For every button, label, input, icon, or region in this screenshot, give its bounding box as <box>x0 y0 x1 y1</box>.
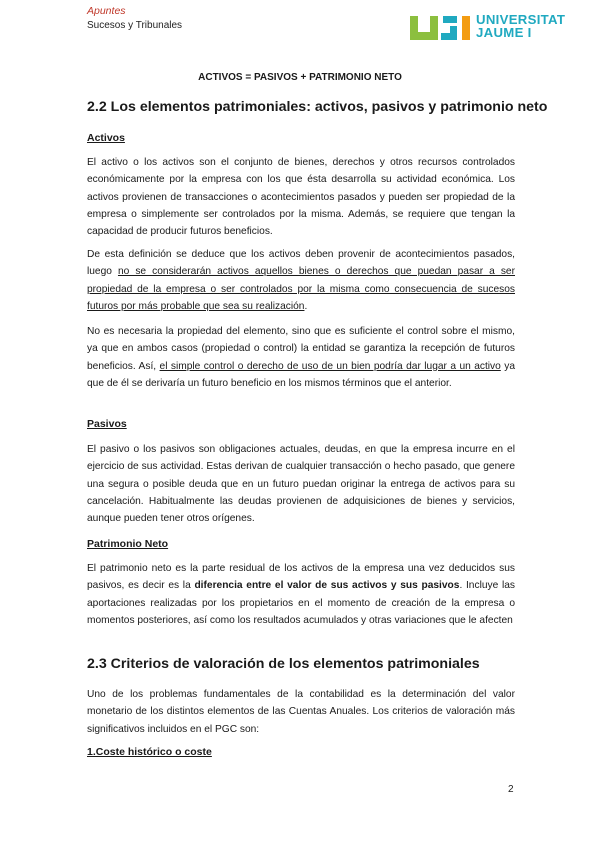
text-span: No es necesaria la propiedad del elemento, sino que es suficiente el control sobre el mismo, ya que en ambos casos (propiedad o control) la entidad se garantiza la recepción de futuros beneficios. Así, <box>87 326 515 372</box>
logo-i-shape <box>462 16 470 40</box>
bold-text: diferencia entre el valor de sus activos y sus pasivos <box>194 580 460 592</box>
section-2-3-title: 2.3 Criterios de valoración de los elementos patrimoniales <box>87 656 480 672</box>
header-subtitle: Sucesos y Tribunales <box>87 20 183 31</box>
logo-text <box>476 13 565 39</box>
equation-title: ACTIVOS = PASIVOS + PATRIMONIO NETO <box>198 72 402 83</box>
activos-paragraph-2 <box>87 246 515 315</box>
logo-line-2: JAUME I <box>476 25 532 40</box>
activos-heading: Activos <box>87 132 125 144</box>
activos-paragraph-3 <box>87 323 515 392</box>
logo-line-1: UNIVERSITAT <box>476 12 566 27</box>
patrimonio-heading: Patrimonio Neto <box>87 538 169 550</box>
underlined-text: el simple control o derecho de uso de un bien podría dar lugar a un activo <box>159 360 501 372</box>
coste-historico-heading: 1.Coste histórico o coste <box>87 746 212 758</box>
page-number: 2 <box>508 784 514 795</box>
pasivos-heading: Pasivos <box>87 418 127 430</box>
logo-u-shape <box>410 16 438 40</box>
section-2-2-title: 2.2 Los elementos patrimoniales: activos, pasivos y patrimonio neto <box>87 99 548 115</box>
text-span: ya que de él se derivaría un futuro beneficio en los mismos términos que el anterior. <box>87 360 515 389</box>
logo-j-shape <box>441 26 457 40</box>
text-span: De esta definición se deduce que los activos deben provenir de acontecimientos pasados, luego <box>87 249 515 278</box>
header-apuntes: Apuntes <box>87 5 126 17</box>
criterios-paragraph: Uno de los problemas fundamentales de la contabilidad es la determinación del valor monetario de los distintos elementos de las Cuentas Anuales. Los criterios de valoración más significativos incluidos en el PGC son: <box>87 689 515 735</box>
pasivos-paragraph: El pasivo o los pasivos son obligaciones actuales, deudas, en que la empresa incurre en el ejercicio de sus actividad. Estas derivan de cualquier transacción o hecho pasado, que genere una segura o posible deuda que en un futuro puedan originar la entrega de activos para su cancelación. Habitualmente las deudas provienen de adquisiciones de bienes y servicios, aunque pueden tener otros orígenes. <box>87 444 515 525</box>
patrimonio-paragraph <box>87 560 515 629</box>
activos-paragraph-1: El activo o los activos son el conjunto de bienes, derechos y otros recursos controlados económicamente por la empresa con los que ésta desarrolla su actividad económica. Los activos provienen de transacciones o acontecimientos pasados y pueden ser propiedad de la empresa o simplemente ser controlados por la misma. Además, se requiere que tengan la capacidad de producir futuros beneficios. <box>87 157 515 238</box>
text-span: El patrimonio neto es la parte residual de los activos de la empresa una vez deducidos sus pasivos, es decir es la <box>87 563 515 592</box>
text-span: . <box>304 300 308 312</box>
text-span: . Incluye las aportaciones realizadas por los propietarios en el momento de creación de la empresa o momentos posteriores, así como los resultados acumulados y otras variaciones que le afecten <box>87 580 515 626</box>
logo-j-top <box>443 16 457 23</box>
underlined-text: no se considerarán activos aquellos bienes o derechos que puedan pasar a ser propiedad de la empresa o ser controlados por la misma como consecuencia de sucesos futuros por más probable que sea su realización <box>87 266 515 312</box>
